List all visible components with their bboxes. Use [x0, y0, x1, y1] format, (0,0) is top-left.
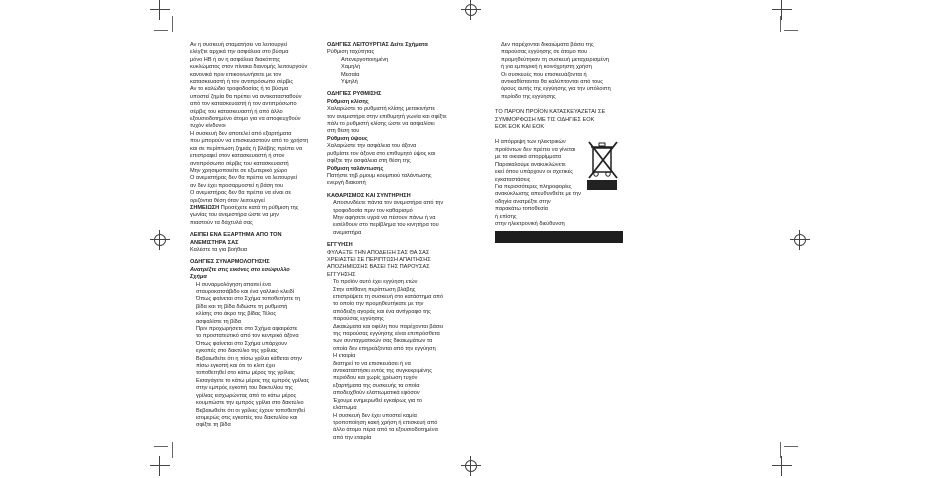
weee-line: Παρακαλούμε ανακυκλώνετε: [495, 161, 566, 168]
crop-mark: [172, 16, 173, 32]
warranty-caps-line: ΦΥΛΑΞΤΕ ΤΗΝ ΑΠΟΔΕΙΞΗ ΣΑΣ ΘΑ ΣΑΣ: [327, 249, 430, 256]
tilt-line: τον ανεμιστήρα στην επιθυμητή γωνία και σφίξτε: [327, 113, 447, 120]
assembly-line: Η συναρμολόγηση απαιτεί ένα: [196, 281, 271, 288]
note-line: Προσέχετε κατά τη ρύθμιση της: [219, 204, 299, 211]
warranty-continued: [495, 42, 625, 101]
assembly-line: κλίσης στο άκρο της βίδας Τέλος: [196, 311, 277, 318]
conformity-statement: [495, 109, 625, 131]
warranty-continued-line: αντικαθίστανται θα καλύπτονται από τους: [501, 79, 603, 86]
warranty-line: το οποίο την προμηθευτήκατε με την: [333, 301, 424, 308]
weee-line: οδηγία ανατρέξτε στην: [495, 198, 551, 205]
height-line: σφίξτε την ασφάλεια στη θέση της: [327, 158, 411, 165]
assembly-subheading: Σχήμα: [190, 274, 207, 281]
safety-line: Αν το καλώδιο τροφοδοσίας ή το βύσμα: [190, 86, 289, 93]
tilt-line: Χαλαρώστε το ρυθμιστή κλίσης μετακινήστε: [327, 106, 435, 113]
warranty-line: αντικαταστήσει εντός της συγκεκριμένης: [333, 368, 432, 375]
warranty-line: περιόδου και χωρίς χρέωση τυχόν: [333, 375, 418, 382]
cleaning-line: τροφοδοσία πριν τον καθαρισμό: [333, 207, 413, 214]
speed-option: Απενεργοποιημένη: [341, 56, 389, 63]
safety-line: υποστεί ζημία θα πρέπει να αντικατασταθούν: [190, 93, 302, 100]
safety-line: εξουσιοδοτημένο άτομο για να αποφευχθούν: [190, 116, 301, 123]
safety-line: που μπορούν να επισκευαστούν από το χρήστη: [190, 138, 309, 145]
height-line: Χαλαρώστε την ασφάλεια του άξονα: [327, 143, 417, 150]
safety-line: Ο ανεμιστήρας δεν θα πρέπει να λειτουργεί: [190, 175, 298, 182]
assembly-line: Βεβαιωθείτε ότι η πίσω γρίλια κάθεται στην: [196, 355, 302, 362]
warranty-continued-line: περίοδο της εγγύησης: [501, 93, 556, 100]
conformity-line: ΣΥΜΜΟΡΦΩΣΗ ΜΕ ΤΙΣ ΟΔΗΓΙΕΣ ΕΟΚ: [495, 116, 595, 123]
warranty-continued-line: παρούσας εγγύησης σε άτομο που: [501, 49, 588, 56]
warranty-line: από την εταιρία: [333, 434, 372, 441]
assembly-subheading: Ανατρέξτε στις εικόνες στο εσώφυλλο: [190, 266, 290, 273]
warranty-line: απόδειξη αγοράς και ένα αντίγραφο της: [333, 308, 431, 315]
registration-mark: [461, 456, 481, 476]
assembly-line: Βεβαιωθείτε ότι οι γρίλιες έχουν τοποθετηθεί: [196, 407, 305, 414]
oscillation-text: [327, 173, 462, 188]
note-line: γωνίας του ανεμιστήρα ώστε να μην: [190, 212, 280, 219]
warranty-line: διατηρεί το να επισκευάσει ή να: [333, 360, 411, 367]
safety-line: Η συσκευή δεν αποτελεί από εξαρτήματα: [190, 130, 292, 137]
crop-mark: [784, 30, 798, 31]
height-heading: Ρύθμιση ύψους: [327, 135, 368, 142]
assembly-line: Πριν προχωρήσετε στο Σχήμα αφαιρέστε: [196, 326, 298, 333]
speed-option: Υψηλή: [341, 79, 358, 86]
safety-line: μόνο HB ή αν η ασφάλεια διακόπτης: [190, 56, 281, 63]
warranty-line: ελάττωμα: [333, 405, 357, 412]
weee-line: εγκαταστάσεις: [495, 176, 531, 183]
weee-line: στην ηλεκτρονική διεύθυνση: [495, 220, 565, 227]
assembly-steps: [190, 282, 315, 430]
oscillation-line: ενεργή διακοπή: [327, 180, 366, 187]
cleaning-line: Μην αφήσετε υγρά να πέσουν πάνω ή να: [333, 214, 436, 221]
warranty-line: τροποποίηση κακή χρήση ή επισκευή από: [333, 419, 438, 426]
assembly-line: ασφαλίστε τη βίδα: [196, 318, 241, 325]
warranty-caps: [327, 250, 462, 280]
crop-mark: [154, 30, 168, 31]
tilt-heading: Ρύθμιση κλίσης: [327, 98, 369, 105]
warranty-line: επιστρέψετε τη συσκευή στο κατάστημα από: [333, 294, 444, 300]
tilt-text: [327, 106, 462, 136]
height-text: [327, 143, 462, 165]
safety-line: κυκλώματος στον πίνακα διανομής λειτουργούν: [190, 64, 308, 71]
assembly-line: ισομερώς στις εγκοπές του δακτυλίου και: [196, 414, 298, 421]
safety-line: ελέγξτε αρχικά την ασφάλεια στο βύσμα: [190, 49, 289, 56]
safety-line: Ο ανεμιστήρας δεν θα πρέπει να είναι σε: [190, 190, 291, 197]
safety-line: σέρβις του κατασκευαστή ή από άλλο: [190, 108, 283, 115]
assembly-line: σταυροκατσάβιδο και ένα γαλλικό κλειδί: [196, 289, 294, 295]
registration-mark: [461, 0, 481, 20]
warranty-line: Το προϊόν αυτό έχει εγγύηση ετών: [333, 279, 418, 286]
safety-line: αντιπρόσωπο σέρβις του κατασκευαστή: [190, 160, 289, 167]
safety-line: τυχόν κίνδυνοι: [190, 123, 226, 130]
assembly-line: Όπως φαίνεται στο Σχήμα υπάρχουν: [196, 340, 288, 347]
safety-list: [190, 42, 315, 205]
warranty-continued-line: προμηθεύτηκαν τη συσκευή μεταχειρισμένη: [501, 56, 609, 63]
height-line: ρυθμίστε τον άξονα στο επιθυμητό ύψος και: [327, 150, 436, 157]
conformity-line: ΕΟΚ ΕΟΚ ΚΑΙ ΕΟΚ: [495, 124, 545, 131]
crop-mark: [172, 442, 173, 458]
registration-mark: [150, 230, 170, 250]
warranty-line: της παρούσας εγγύησης είναι επιπρόσθετα: [333, 331, 440, 338]
weee-line: ανακύκλωσης απευθυνθείτε με την: [495, 191, 581, 198]
oscillation-line: Πατήστε τηβ ρμουμ κουμπιού ταλάντωσης: [327, 172, 432, 179]
assembly-line: στην εμπρός εγκοπή του δακτυλίου της: [196, 385, 293, 392]
warranty-line: Δικαιώματα και οφέλη που παρέχονται βάσει: [333, 323, 444, 330]
assembly-heading: ΟΔΗΓΙΕΣ ΣΥΝΑΡΜΟΛΟΓΗΣΗΣ: [190, 259, 270, 266]
warranty-heading: ΕΓΓΥΗΣΗ: [327, 242, 353, 249]
warranty-line: Στην απίθανη περίπτωση βλάβης: [333, 286, 416, 293]
crossed-out-wheelie-bin-icon: [583, 138, 623, 186]
warranty-text: [327, 279, 462, 442]
warranty-line: των συνταγματικών σας δικαιωμάτων τα: [333, 338, 433, 345]
cleaning-line: ανεμιστήρα: [333, 229, 362, 236]
warranty-continued-line: όρους αυτής της εγγύησης για την υπόλοιπη: [501, 86, 611, 93]
conformity-line: ΤΟ ΠΑΡΟΝ ΠΡΟΪΟΝ ΚΑΤΑΣΚΕΥΑΖΕΤΑΙ ΣΕ: [495, 109, 606, 116]
oscillation-heading: Ρύθμιση ταλάντωσης: [327, 165, 384, 172]
warranty-line: Έχουμε ενημερωθεί εγκαίρως για το: [333, 397, 423, 404]
column-warranty-recycling: [495, 42, 625, 228]
weee-line: ή επίσης: [495, 213, 517, 220]
safety-line: επιστραφεί στον κατασκευαστή ή στον: [190, 153, 285, 160]
assembly-line: βίδα και τη βίδα διδώστε τη ρυθμιστή: [196, 303, 288, 310]
safety-line: αν δεν έχει προσαρμοστεί η βάση του: [190, 182, 284, 189]
speed-option: Χαμηλή: [341, 64, 361, 71]
warranty-continued-line: ή για εμπορική ή κοινόχρηστη χρήση: [501, 64, 592, 71]
safety-line: Αν η συσκευή σταματήσει να λειτουργεί: [190, 42, 288, 48]
column-operation-warranty: [327, 42, 462, 442]
crop-mark: [784, 446, 798, 447]
help-line: Καλέστε τα για βοήθεια: [190, 246, 248, 253]
section-black-bar: [495, 231, 623, 243]
assembly-line: Όπως φαίνεται στο Σχήμα τοποθετήστε τη: [196, 296, 301, 303]
assembly-line: τοποθετηθεί στο κάτω μέρος της γρίλιας: [196, 370, 295, 377]
tilt-line: στη θέση του: [327, 128, 360, 135]
crop-mark: [780, 442, 781, 458]
registration-mark: [790, 230, 810, 250]
warranty-line: οποία δεν επηρεάζονται από την εγγύηση: [333, 345, 436, 352]
cleaning-line: εισέλθουν στο περίβλημα του κινητήρα του: [333, 222, 439, 229]
assembly-line: το προστατευτικό από τον κεντρικό άξονα: [196, 333, 299, 340]
assembly-line: Εισαγάγετε το κάτω μέρος της εμπρός γρίλιας: [196, 377, 310, 384]
assembly-line: πίσω εγκοπή και ότι το κλιπ έχει: [196, 363, 276, 370]
speed-option: Μεσαία: [341, 71, 360, 78]
tilt-line: πάλι το ρυθμιστή κλίσης ώστε να ασφαλίσει: [327, 121, 435, 128]
warranty-line: άλλο άτομο πέρα από τα εξουσιοδοτημένα: [333, 427, 438, 434]
warranty-line: Η συσκευή δεν έχει υποστεί καμία: [333, 412, 417, 419]
missing-part-heading: ΑΝΕΜΙΣΤΗΡΑ ΣΑΣ: [190, 239, 239, 246]
registration-mark: [150, 0, 170, 20]
warranty-continued-line: Δεν παρέχονται δικαιώματα βάσει της: [501, 42, 594, 48]
weee-line: παρακάτω τοποθεσία: [495, 206, 549, 213]
crop-mark: [780, 16, 781, 32]
weee-line: με τα οικιακά απορρίμματα: [495, 154, 562, 161]
safety-line: οριζόντια θέση όταν λειτουργεί: [190, 197, 265, 204]
safety-line: κανονικά πριν επικοινωνήσετε με τον: [190, 71, 282, 78]
cleaning-line: Αποσυνδέετε πάντα τον ανεμιστήρα από την: [333, 200, 444, 207]
warranty-caps-line: ΕΓΓΥΗΣΗΣ: [327, 271, 356, 278]
warranty-continued-line: Οι συσκευές που επισκευάζονται ή: [501, 71, 587, 78]
adjustment-heading: ΟΔΗΓΙΕΣ ΡΥΘΜΙΣΗΣ: [327, 91, 382, 98]
safety-line: από τον κατασκευαστή ή τον αντιπρόσωπο: [190, 101, 297, 108]
safety-line: και σε περίπτωση ζημιάς ή βλάβης πρέπει να: [190, 145, 303, 152]
speed-setting-label: Ρύθμιση ταχύτητας: [327, 49, 375, 56]
assembly-line: κουμπώστε την εμπρός γρίλια στο δακτύλιο: [196, 400, 304, 407]
assembly-line: εγκοπές στο δακτύλιο της γρίλιας: [196, 348, 278, 355]
crop-mark: [154, 446, 168, 447]
assembly-line: γρίλιας εισχωρώντας από το κάτω μέρος: [196, 392, 297, 399]
cleaning-heading: ΚΑΘΑΡΙΣΜΟΣ ΚΑΙ ΣΥΝΤΗΡΗΣΗ: [327, 192, 411, 199]
operation-heading: ΟΔΗΓΙΕΣ ΛΕΙΤΟΥΡΓΙΑΣ Δείτε Σχήματα: [327, 42, 428, 48]
cleaning-text: [327, 200, 462, 237]
weee-line: Για περισσότερες πληροφορίες: [495, 183, 572, 190]
safety-line: Μην χρησιμοποιείτε σε εξωτερικό χώρο: [190, 167, 288, 174]
weee-line: προϊόντων δεν πρέπει να γίνεται: [495, 146, 576, 153]
warranty-line: εξαρτήματα της συσκευής τα οποία: [333, 382, 420, 389]
warranty-line: αποδειχθούν ελαττωματικά εφόσον: [333, 390, 420, 397]
weee-line: εκεί όπου υπάρχουν οι σχετικές: [495, 169, 573, 176]
registration-mark: [772, 0, 792, 20]
warranty-caps-line: ΧΡΕΙΑΣΤΕΙ ΣΕ ΠΕΡΙΠΤΩΣΗ ΑΠΑΙΤΗΣΗΣ: [327, 256, 431, 263]
bin-underline-bar: [587, 180, 617, 190]
registration-mark: [150, 456, 170, 476]
weee-line: Η απόρριψη των ηλεκτρικών: [495, 139, 566, 146]
warranty-caps-line: ΑΠΟΖΗΜΙΩΣΗΣ ΒΑΣΕΙ ΤΗΣ ΠΑΡΟΥΣΑΣ: [327, 264, 430, 271]
note-line: πιαστούν τα δάχτυλά σας: [190, 219, 253, 226]
assembly-line: σφίξτε τη βίδα: [196, 422, 231, 429]
column-safety-assembly: [190, 42, 315, 430]
warranty-line: Η εταιρία: [333, 353, 356, 360]
note-head: ΣΗΜΕΙΩΣΗ: [190, 204, 220, 211]
weee-text: [495, 139, 580, 228]
warranty-line: παρούσας εγγύησης: [333, 316, 384, 323]
registration-mark: [772, 456, 792, 476]
safety-line: κατασκευαστή ή τον αντιπρόσωπο σέρβις: [190, 79, 294, 86]
missing-part-heading: ΛΕΙΠΕΙ ΕΝΑ ΕΞΑΡΤΗΜΑ ΑΠΟ ΤΟΝ: [190, 232, 282, 239]
